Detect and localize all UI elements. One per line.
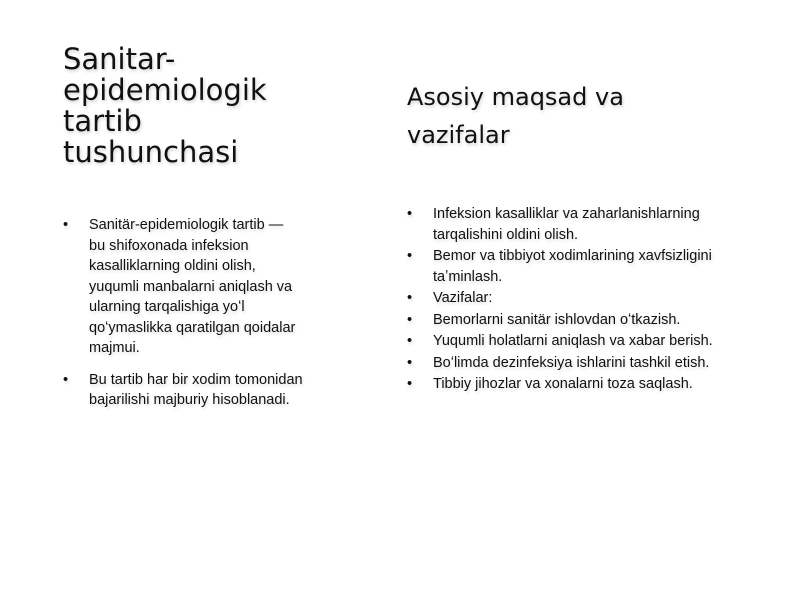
left-column-title: Sanitar-epidemiologik tartib tushunchasi bbox=[63, 42, 267, 169]
right-bullet-list bbox=[407, 204, 767, 396]
list-item: • Boʻlimda dezinfeksiya ishlarini tashkil etish. bbox=[407, 353, 767, 374]
list-item: • Bemorlarni sanitär ishlovdan oʻtkazish. bbox=[407, 310, 767, 331]
list-item: • Infeksion kasalliklar va zaharlanishlarning tarqalishini oldini olish. bbox=[407, 204, 767, 245]
list-item: • Yuqumli holatlarni aniqlash va xabar berish. bbox=[407, 331, 767, 352]
list-item: • Tibbiy jihozlar va xonalarni toza saqlash. bbox=[407, 374, 767, 395]
right-column-title: Asosiy maqsad va vazifalar bbox=[407, 83, 624, 149]
left-bullet-list bbox=[63, 215, 303, 422]
list-item: • Bemor va tibbiyot xodimlarining xavfsizligini taʼminlash. bbox=[407, 246, 767, 287]
list-item: • Bu tartib har bir xodim tomonidan bajarilishi majburiy hisoblanadi. bbox=[63, 370, 303, 411]
list-item: • Sanitär-epidemiologik tartib — bu shifoxonada infeksion kasalliklarning oldini olish, yuqumli manbalarni aniqlash va ularning tarqalishiga yoʻl qoʻymaslikka qaratilgan qoidalar majmui. bbox=[63, 215, 303, 359]
list-item: • Vazifalar: bbox=[407, 288, 767, 309]
